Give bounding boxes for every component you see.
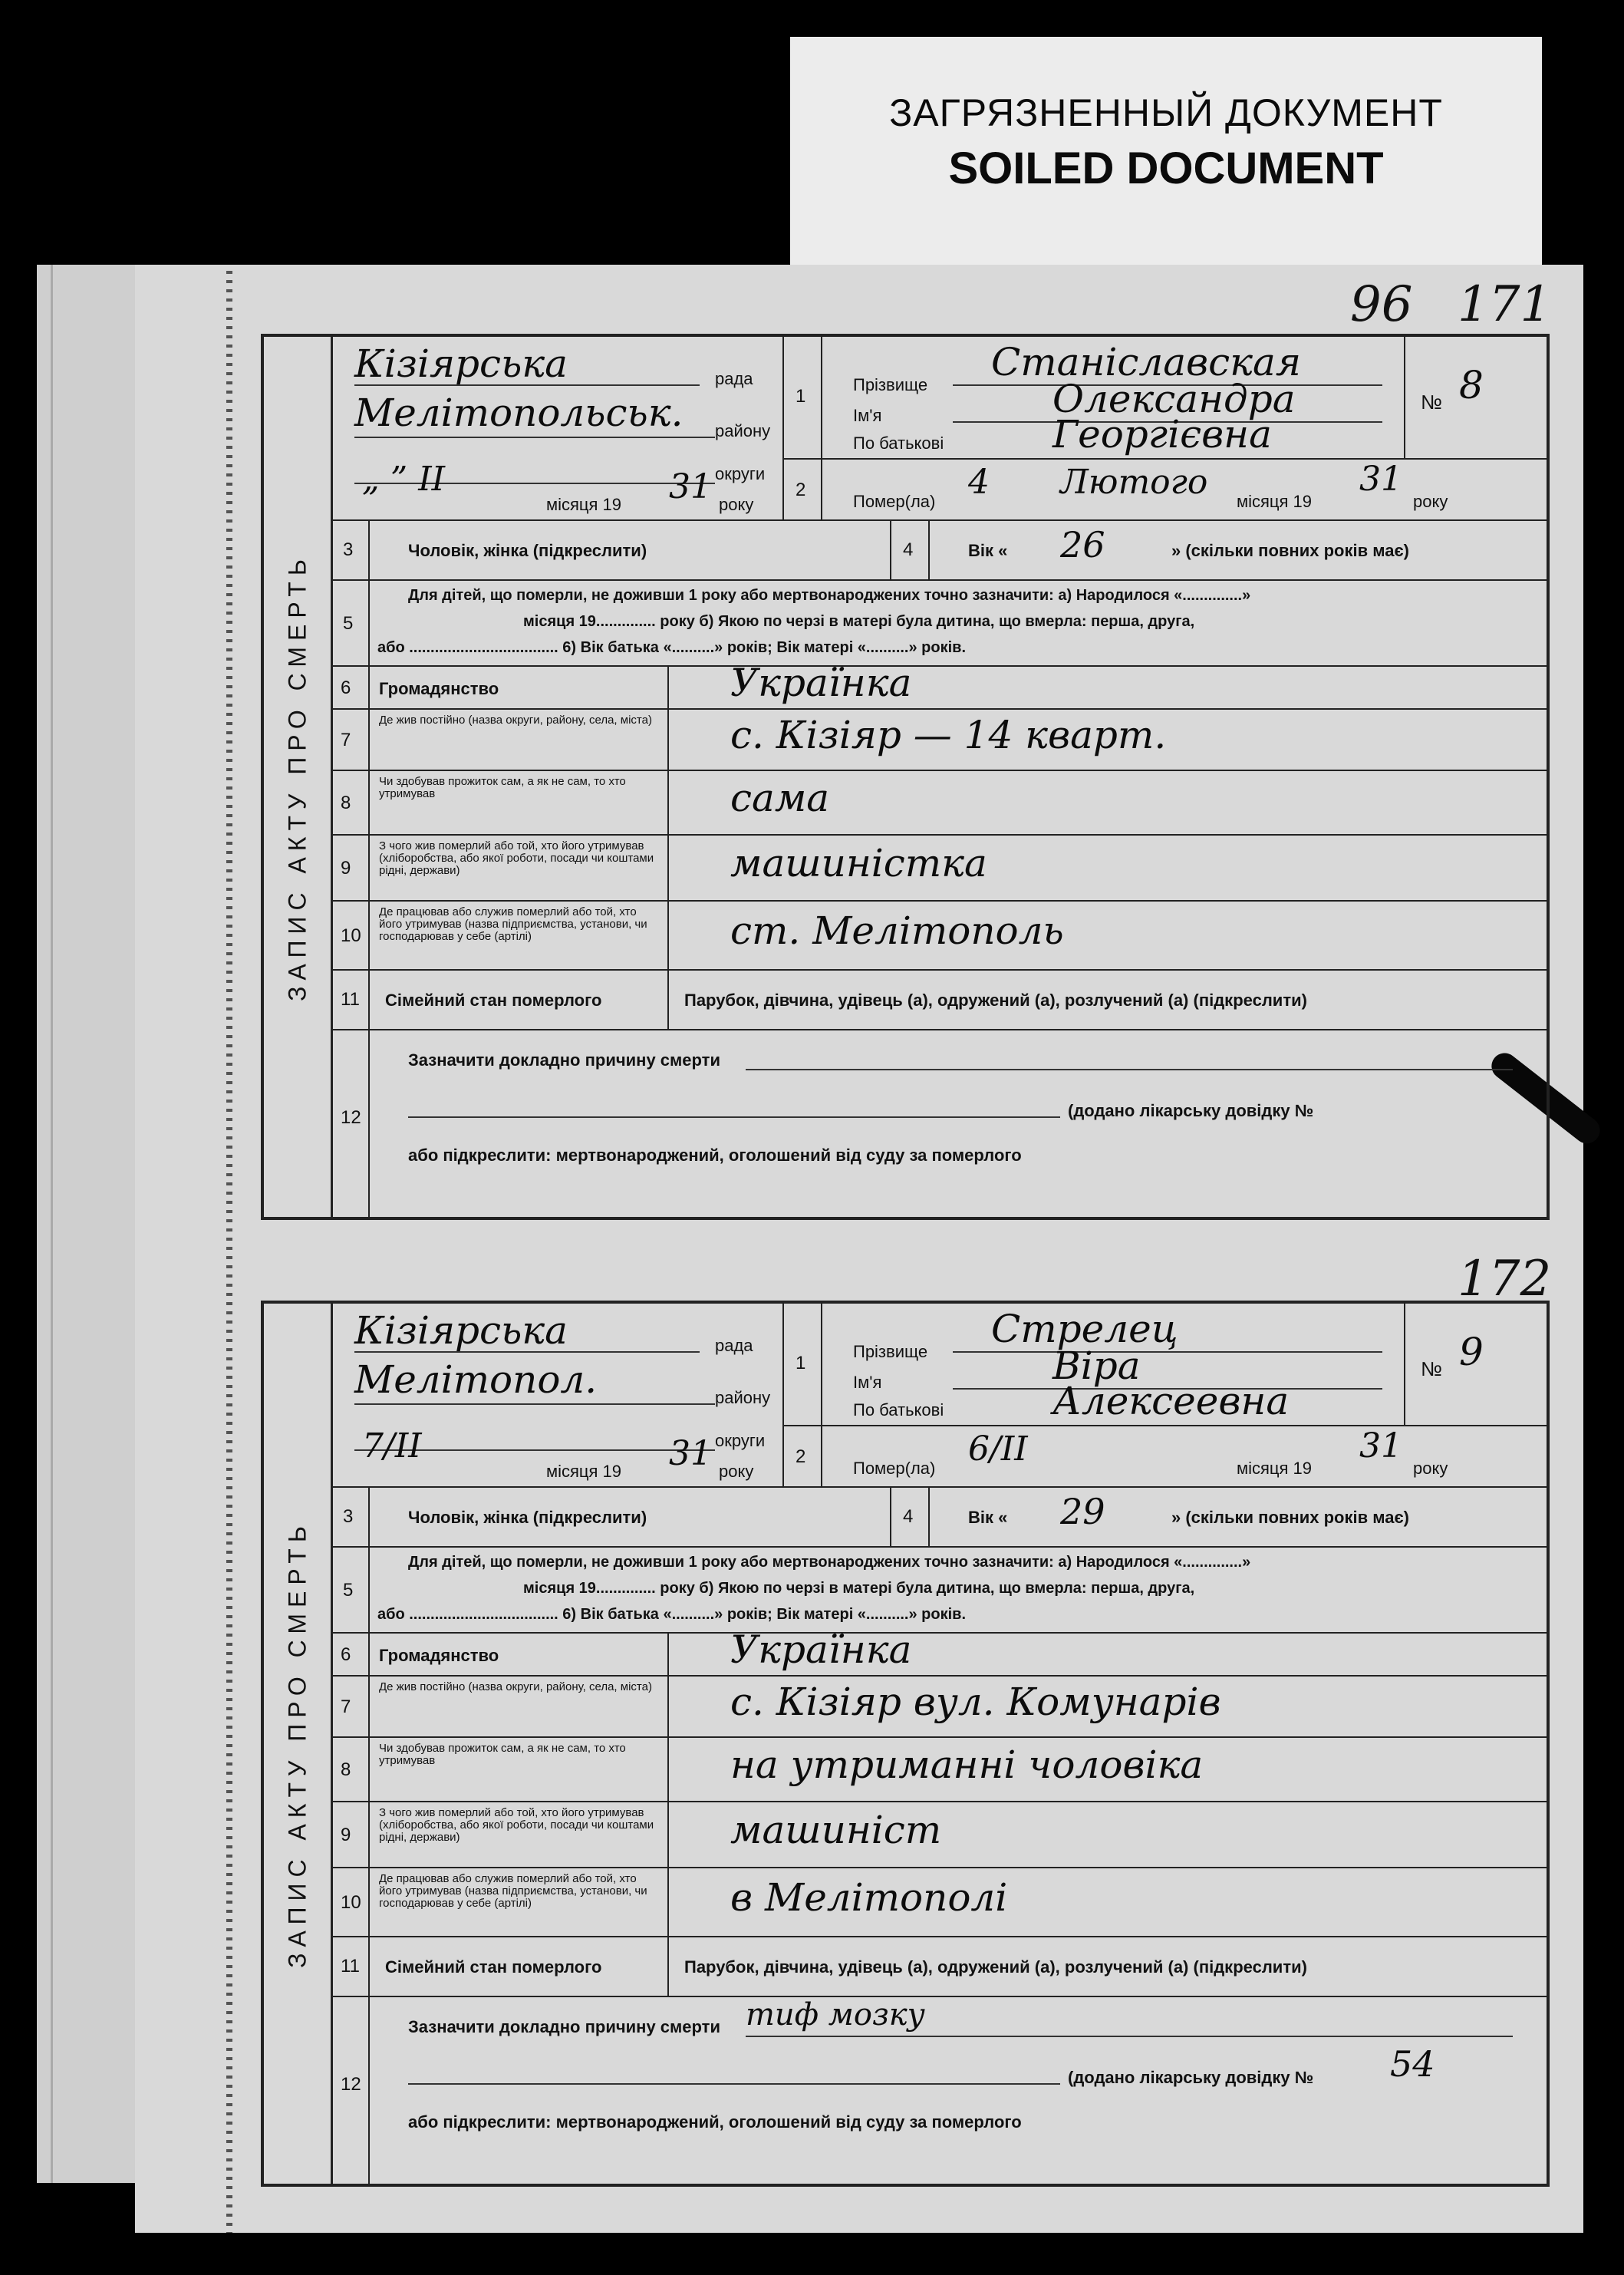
marital-options: Парубок, дівчина, удівець (а), одружений (а), розлучений (а) (підкреслити) xyxy=(684,991,1307,1010)
citizenship-label: Громадянство xyxy=(379,679,499,698)
marital-label: Сімейний стан померлого xyxy=(385,1957,602,1977)
row-num-7: 7 xyxy=(341,730,351,750)
patronymic-value: Георгієвна xyxy=(1052,412,1272,457)
name-label: Ім'я xyxy=(853,1373,882,1392)
died-label: Помер(ла) xyxy=(853,1459,936,1478)
okrug-label: округи xyxy=(715,1431,766,1450)
age-value: 29 xyxy=(1060,1491,1105,1532)
record-frame xyxy=(261,334,1550,1220)
livelihood-label: Чи здобував прожиток сам, а як не сам, то хто утримував xyxy=(379,1742,626,1767)
infant-details: Для дітей, що померли, не доживши 1 року або мертвонароджених точно зазначити: а) Народилося «..............» місяця 19.............. року б) Якою по черзі в матері була дитина, що вмерла: перша, друга, або ................................... 6) Вік батька «..........» років; Вік матері «..........» років. xyxy=(370,581,1550,667)
age-field xyxy=(930,1488,1550,1548)
certificate-label: (додано лікарську довідку № xyxy=(1068,2068,1314,2087)
raion-label: району xyxy=(715,1388,771,1407)
stamp-ru: ЗАГРЯЗНЕННЫЙ ДОКУМЕНТ xyxy=(889,91,1443,134)
row-num-1: 1 xyxy=(796,386,806,407)
rada-value: Кізіярська xyxy=(354,341,568,386)
page-number-96: 96 xyxy=(1350,276,1413,333)
row-num-8: 8 xyxy=(341,1759,351,1780)
livelihood-value: на утриманні чоловіка xyxy=(730,1743,1204,1787)
surname-value: Станіславская xyxy=(991,340,1301,384)
death-month-label: місяця 19 xyxy=(1237,492,1313,511)
citizenship-value: Українка xyxy=(730,661,912,705)
age-field xyxy=(930,521,1550,581)
row-num-8: 8 xyxy=(341,793,351,813)
workplace-value: в Мелітополі xyxy=(730,1875,1008,1920)
age-suffix: » (скільки повних років має) xyxy=(1171,541,1409,560)
occupation-label: З чого жив померлий або той, хто його утримував (хліборобства, або якої роботи, посади чи коштами рідні, держави) xyxy=(379,1806,654,1844)
stamp-label xyxy=(790,37,1542,267)
infant-details: Для дітей, що померли, не доживши 1 року або мертвонароджених точно зазначити: а) Народилося «..............» місяця 19.............. року б) Якою по черзі в матері була дитина, що вмерла: перша, друга, або ................................... 6) Вік батька «..........» років; Вік матері «..........» років. xyxy=(370,1548,1550,1634)
row-num-6: 6 xyxy=(341,678,351,698)
cause-label: Зазначити докладно причину смерти xyxy=(408,2017,720,2036)
registry-office xyxy=(331,1304,784,1488)
patronymic-label: По батькові xyxy=(853,1400,944,1419)
page-number-171: 171 xyxy=(1458,276,1552,333)
occupation-value: машиністка xyxy=(730,841,987,885)
name-block xyxy=(822,1304,1405,1426)
name-block xyxy=(822,337,1405,460)
perforation xyxy=(226,265,232,2233)
reg-year: 31 xyxy=(669,1434,712,1473)
month-label: місяця 19 xyxy=(546,1462,622,1481)
record-number: 9 xyxy=(1459,1330,1484,1374)
row-num-7: 7 xyxy=(341,1696,351,1717)
side-title: ЗАПИС АКТУ ПРО СМЕРТЬ xyxy=(264,1304,333,2184)
row-num-1: 1 xyxy=(796,1353,806,1373)
no-label: № xyxy=(1421,1357,1442,1380)
patronymic-label: По батькові xyxy=(853,434,944,453)
citizenship-label: Громадянство xyxy=(379,1646,499,1665)
age-label: Вік « xyxy=(968,1508,1008,1527)
death-day: 4 xyxy=(968,463,990,502)
side-title: ЗАПИС АКТУ ПРО СМЕРТЬ xyxy=(264,337,333,1217)
death-month-label: місяця 19 xyxy=(1237,1459,1313,1478)
age-suffix: » (скільки повних років має) xyxy=(1171,1508,1409,1527)
surname-value: Стрелец xyxy=(991,1307,1178,1351)
row-num-3: 3 xyxy=(343,1506,354,1527)
stamp-en: SOILED DOCUMENT xyxy=(948,143,1384,193)
marital-label: Сімейний стан померлого xyxy=(385,991,602,1010)
row-num-4: 4 xyxy=(903,1506,914,1527)
cause-alt: або підкреслити: мертвонароджений, оголошений від суду за померлого xyxy=(408,2112,1022,2132)
rok-label: року xyxy=(719,1462,754,1481)
row-num-5: 5 xyxy=(343,1580,354,1601)
residence-label: Де жив постійно (назва округи, району, села, міста) xyxy=(379,714,652,727)
month-label: місяця 19 xyxy=(546,495,622,514)
rada-label: рада xyxy=(715,369,753,388)
death-year: 31 xyxy=(1359,460,1402,499)
reg-date: 7/II xyxy=(362,1426,422,1466)
livelihood-value: сама xyxy=(730,776,830,820)
residence-label: Де жив постійно (назва округи, району, села, міста) xyxy=(379,1680,652,1693)
row-num-11: 11 xyxy=(341,1956,360,1977)
death-month: Лютого xyxy=(1060,463,1208,502)
registry-office xyxy=(331,337,784,521)
row-num-3: 3 xyxy=(343,539,354,560)
row-num-9: 9 xyxy=(341,1825,351,1845)
age-value: 26 xyxy=(1060,524,1105,565)
patronymic-value: Алексеевна xyxy=(1052,1379,1290,1423)
livelihood-label: Чи здобував прожиток сам, а як не сам, то хто утримував xyxy=(379,775,626,800)
row-num-11: 11 xyxy=(341,989,360,1010)
record-frame xyxy=(261,1301,1550,2187)
raion-label: району xyxy=(715,421,771,440)
certificate-label: (додано лікарську довідку № xyxy=(1068,1101,1314,1120)
rok-label: року xyxy=(719,495,754,514)
row-num-2: 2 xyxy=(796,480,806,500)
row-num-10: 10 xyxy=(341,925,361,946)
death-rok-label: року xyxy=(1413,1459,1448,1478)
cause-of-death xyxy=(370,1030,1550,1220)
death-year: 31 xyxy=(1359,1426,1402,1466)
row-num-4: 4 xyxy=(903,539,914,560)
record-number-box xyxy=(1405,337,1550,460)
page-number-172: 172 xyxy=(1458,1251,1552,1307)
raion-value: Мелітопол. xyxy=(354,1357,598,1402)
sex-label: Чоловік, жінка (підкреслити) xyxy=(408,541,647,560)
workplace-label: Де працював або служив померлий або той, хто його утримував (назва підприємства, установи, чи господарював у себе (артілі) xyxy=(379,905,647,943)
marital-options: Парубок, дівчина, удівець (а), одружений (а), розлучений (а) (підкреслити) xyxy=(684,1957,1307,1977)
occupation-value: машиніст xyxy=(730,1808,942,1852)
death-day: 6/II xyxy=(968,1429,1028,1469)
workplace-label: Де працював або служив померлий або той, хто його утримував (назва підприємства, установи, чи господарював у себе (артілі) xyxy=(379,1872,647,1910)
name-value: Віра xyxy=(1052,1344,1141,1388)
sex-label: Чоловік, жінка (підкреслити) xyxy=(408,1508,647,1527)
cause-value: тиф мозку xyxy=(746,1997,925,2033)
died-label: Помер(ла) xyxy=(853,492,936,511)
reg-year: 31 xyxy=(669,467,712,506)
residence-value: с. Кізіяр — 14 кварт. xyxy=(730,713,1167,757)
workplace-value: ст. Мелітополь xyxy=(730,908,1064,953)
reg-date: „ ” II xyxy=(362,460,446,499)
cause-label: Зазначити докладно причину смерти xyxy=(408,1050,720,1070)
surname-label: Прізвище xyxy=(853,1342,928,1361)
okrug-label: округи xyxy=(715,464,766,483)
row-num-6: 6 xyxy=(341,1644,351,1665)
citizenship-value: Українка xyxy=(730,1627,912,1672)
certificate-number: 54 xyxy=(1390,2043,1435,2085)
row-num-9: 9 xyxy=(341,858,351,879)
age-label: Вік « xyxy=(968,541,1008,560)
record-number: 8 xyxy=(1459,363,1484,407)
cause-alt: або підкреслити: мертвонароджений, оголошений від суду за померлого xyxy=(408,1146,1022,1165)
name-label: Ім'я xyxy=(853,406,882,425)
rada-label: рада xyxy=(715,1336,753,1355)
binding-spine xyxy=(37,265,137,2183)
row-num-5: 5 xyxy=(343,613,354,634)
record-number-box xyxy=(1405,1304,1550,1426)
row-num-10: 10 xyxy=(341,1892,361,1913)
death-date xyxy=(822,1426,1550,1488)
occupation-label: З чого жив померлий або той, хто його утримував (хліборобства, або якої роботи, посади чи коштами рідні, держави) xyxy=(379,839,654,877)
raion-value: Мелітопольськ. xyxy=(354,391,684,435)
death-rok-label: року xyxy=(1413,492,1448,511)
surname-label: Прізвище xyxy=(853,375,928,394)
residence-value: с. Кізіяр вул. Комунарів xyxy=(730,1680,1221,1724)
name-value: Олександра xyxy=(1052,377,1296,421)
death-date xyxy=(822,460,1550,521)
row-num-12: 12 xyxy=(341,2074,361,2095)
row-num-12: 12 xyxy=(341,1107,361,1128)
row-num-2: 2 xyxy=(796,1446,806,1467)
cause-of-death xyxy=(370,1997,1550,2187)
rada-value: Кізіярська xyxy=(354,1308,568,1353)
no-label: № xyxy=(1421,391,1442,414)
